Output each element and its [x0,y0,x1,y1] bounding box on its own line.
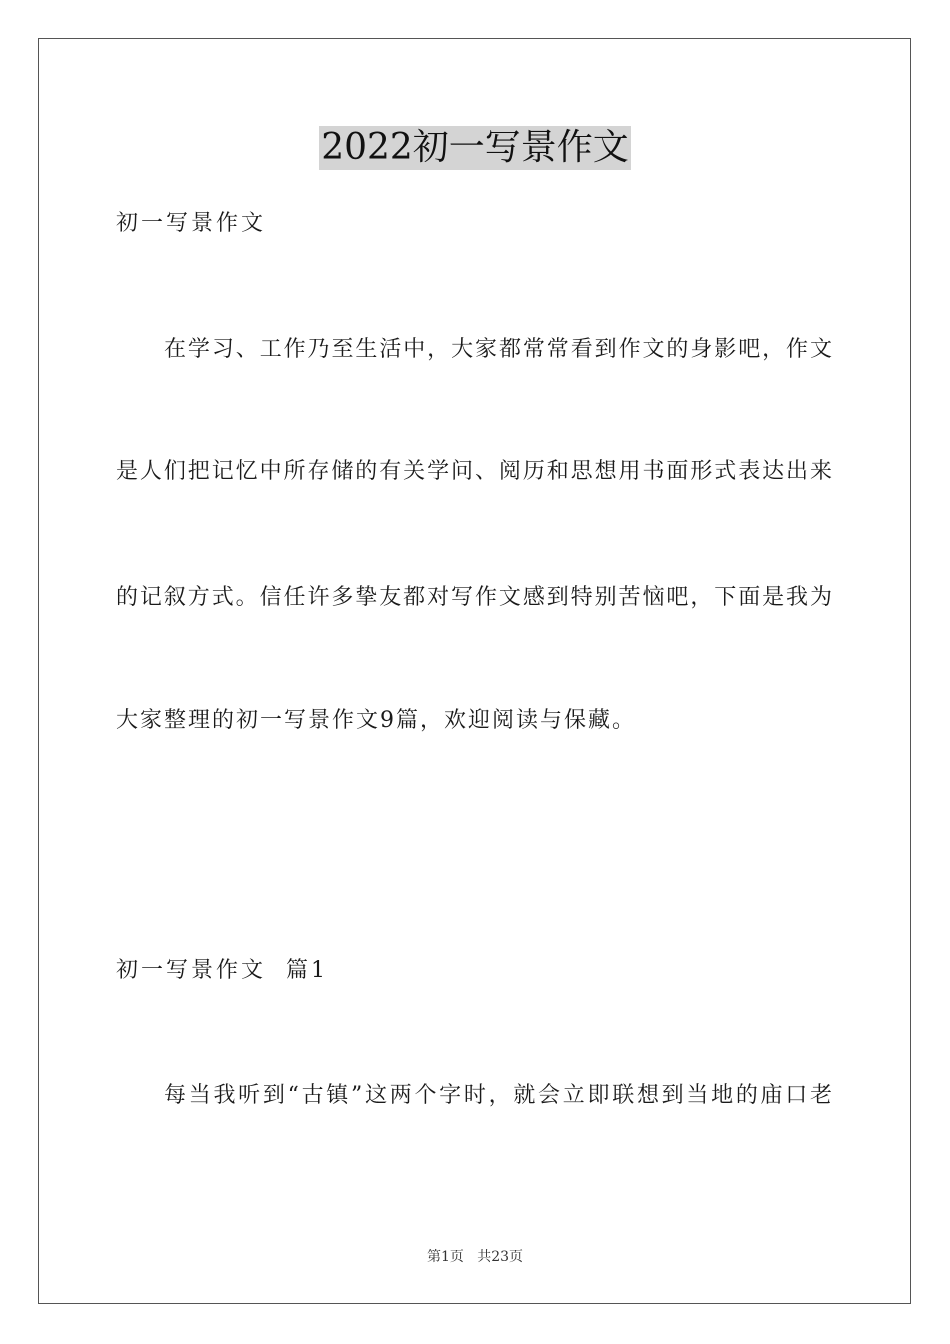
document-subtitle: 初一写景作文 [116,211,267,236]
intro-line-1: 在学习、工作乃至生活中，大家都常常看到作文的身影吧，作文 [164,337,832,362]
title-container [0,126,950,170]
page-footer [0,1246,950,1266]
intro-line-2: 是人们把记忆中所存储的有关学问、阅历和思想用书面形式表达出来 [116,459,832,484]
page-indicator: 第1页 共23页 [426,1249,524,1265]
intro-line-3: 的记叙方式。信任许多挚友都对写作文感到特别苦恼吧，下面是我为 [116,585,832,610]
section-heading: 初一写景作文 篇1 [116,958,328,983]
document-title: 2022初一写景作文 [321,127,629,168]
section-paragraph-line-1: 每当我听到“古镇”这两个字时，就会立即联想到当地的庙口老 [164,1083,832,1108]
intro-line-4: 大家整理的初一写景作文9篇，欢迎阅读与保藏。 [116,708,636,733]
